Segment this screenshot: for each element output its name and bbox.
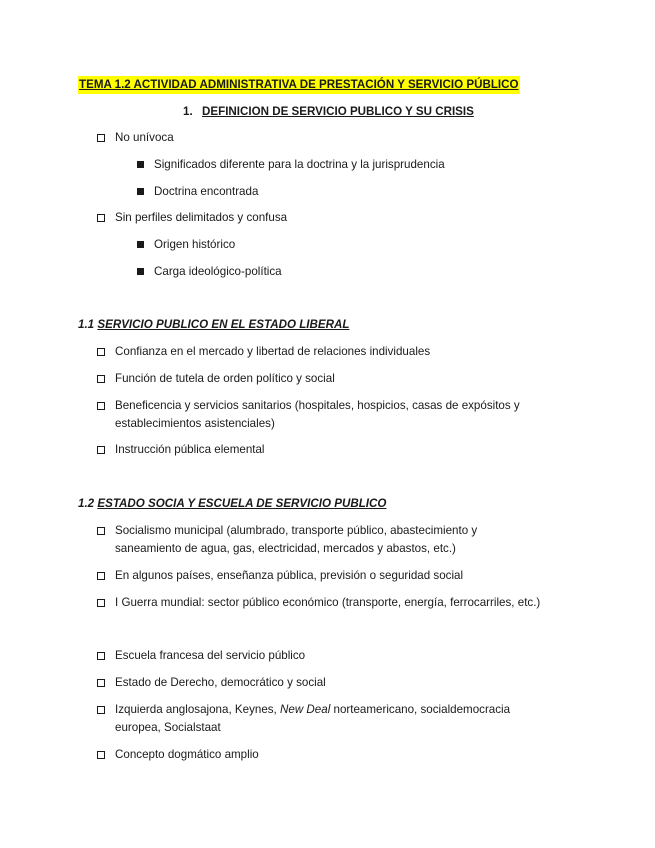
heading-title: DEFINICION DE SERVICIO PUBLICO Y SU CRISIS (202, 105, 474, 118)
list-item-continued: establecimientos asistenciales) (115, 417, 275, 430)
list-item: Concepto dogmático amplio (115, 748, 259, 761)
checkbox-icon (97, 599, 105, 607)
list-item: I Guerra mundial: sector público económico (transporte, energía, ferrocarriles, etc.) (115, 596, 541, 609)
bullet-icon (137, 241, 144, 248)
checkbox-icon (97, 134, 105, 142)
checkbox-icon (97, 751, 105, 759)
list-item: Beneficencia y servicios sanitarios (hospitales, hospicios, casas de expósitos y (115, 399, 520, 412)
text-segment: norteamericano, socialdemocracia (330, 703, 511, 716)
list-item: En algunos países, enseñanza pública, previsión o seguridad social (115, 569, 464, 582)
list-item: Escuela francesa del servicio público (115, 649, 306, 662)
section-heading-1-1 (78, 316, 349, 334)
list-item: Confianza en el mercado y libertad de relaciones individuales (115, 345, 431, 358)
list-item: Instrucción pública elemental (115, 443, 265, 456)
checkbox-icon (97, 652, 105, 660)
heading-number: 1. (183, 105, 193, 118)
text-segment: Izquierda anglosajona, Keynes, (115, 703, 281, 716)
checkbox-icon (97, 527, 105, 535)
bullet-icon (137, 161, 144, 168)
list-item: No unívoca (115, 131, 174, 144)
list-item-continued: saneamiento de agua, gas, electricidad, mercados y abastos, etc.) (115, 542, 456, 555)
list-item (115, 701, 510, 719)
section-title: ESTADO SOCIA Y ESCUELA DE SERVICIO PUBLICO (97, 497, 387, 510)
bullet-icon (137, 268, 144, 275)
sub-list-item: Doctrina encontrada (154, 185, 259, 198)
italic-term: New Deal (280, 703, 331, 716)
list-item-continued: europea, Socialstaat (115, 721, 221, 734)
checkbox-icon (97, 446, 105, 454)
sub-list-item: Carga ideológico-política (154, 265, 282, 278)
sub-list-item: Significados diferente para la doctrina y la jurisprudencia (154, 158, 445, 171)
checkbox-icon (97, 706, 105, 714)
checkbox-icon (97, 572, 105, 580)
list-item: Función de tutela de orden político y social (115, 372, 335, 385)
bullet-icon (137, 188, 144, 195)
sub-list-item: Origen histórico (154, 238, 236, 251)
checkbox-icon (97, 679, 105, 687)
list-item: Socialismo municipal (alumbrado, transporte público, abastecimiento y (115, 524, 478, 537)
document-title: TEMA 1.2 ACTIVIDAD ADMINISTRATIVA DE PRESTACIÓN Y SERVICIO PÚBLICO (78, 76, 520, 94)
section-title: SERVICIO PUBLICO EN EL ESTADO LIBERAL (97, 318, 350, 331)
checkbox-icon (97, 214, 105, 222)
section-heading-1-2 (78, 495, 386, 513)
checkbox-icon (97, 375, 105, 383)
section-number: 1.1 (78, 318, 95, 331)
section-number: 1.2 (78, 497, 95, 510)
checkbox-icon (97, 402, 105, 410)
checkbox-icon (97, 348, 105, 356)
list-item: Sin perfiles delimitados y confusa (115, 211, 288, 224)
list-item: Estado de Derecho, democrático y social (115, 676, 326, 689)
